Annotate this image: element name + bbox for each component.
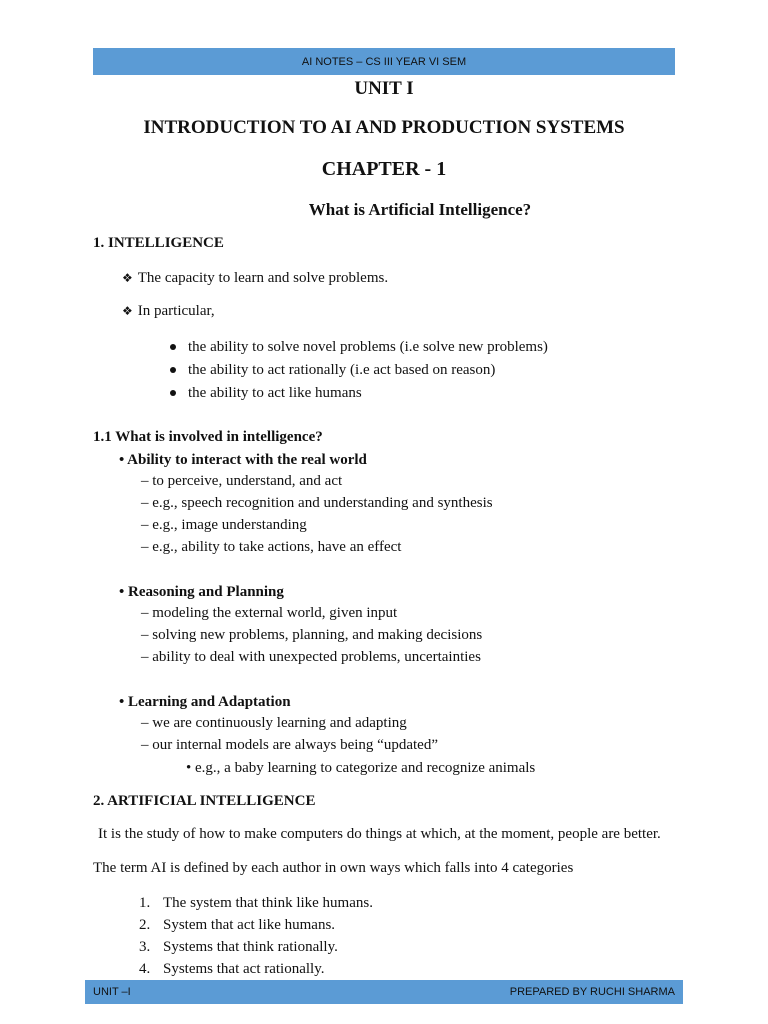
main-title: INTRODUCTION TO AI AND PRODUCTION SYSTEMS	[143, 117, 625, 138]
numbered-item	[139, 895, 373, 912]
group-item: – e.g., image understanding	[141, 517, 307, 533]
bullet-dot-icon	[170, 344, 176, 350]
page-header-bar	[93, 48, 675, 75]
sub-bullet-item	[170, 385, 362, 402]
item-text: System that act like humans.	[163, 917, 336, 933]
item-number: 4.	[139, 961, 151, 977]
section-1-heading: 1. INTELLIGENCE	[93, 235, 224, 251]
group-item: – our internal models are always being “updated”	[141, 737, 438, 753]
section-1-1-heading: 1.1 What is involved in intelligence?	[93, 429, 323, 445]
group-item: – to perceive, understand, and act	[141, 473, 343, 489]
group-item: – modeling the external world, given input	[141, 605, 398, 621]
sub-bullet-text: the ability to act rationally (i.e act based on reason)	[188, 362, 496, 378]
sub-bullet-item	[170, 362, 495, 379]
bullet-dot-icon	[170, 367, 176, 373]
point-text: The capacity to learn and solve problems.	[137, 270, 389, 286]
section-2-paragraph: It is the study of how to make computers do things at which, at the moment, people are better.	[98, 826, 661, 842]
group-title: • Reasoning and Planning	[119, 584, 284, 600]
item-text: The system that think like humans.	[163, 895, 373, 911]
question-title: What is Artificial Intelligence?	[308, 200, 532, 219]
item-number: 1.	[139, 895, 151, 911]
section-1-point	[122, 303, 215, 320]
numbered-item	[139, 961, 325, 978]
group-title: • Learning and Adaptation	[119, 694, 291, 710]
item-text: Systems that think rationally.	[163, 939, 338, 955]
group-title: • Ability to interact with the real world	[119, 452, 367, 468]
section-1-point	[122, 270, 388, 287]
item-number: 2.	[139, 917, 151, 933]
group-item: – e.g., ability to take actions, have an effect	[141, 539, 402, 555]
bullet-dot-icon	[170, 390, 176, 396]
point-text: In particular,	[137, 303, 215, 319]
group-item: – we are continuously learning and adapting	[141, 715, 407, 731]
section-2-paragraph: The term AI is defined by each author in own ways which falls into 4 categories	[93, 860, 574, 876]
footer-left-text: UNIT –I	[93, 986, 131, 998]
diamond-bullet-icon: ❖	[122, 271, 133, 285]
sub-bullet-item	[170, 339, 548, 356]
group-item: – ability to deal with unexpected problems, uncertainties	[141, 649, 481, 665]
unit-title: UNIT I	[354, 78, 414, 99]
numbered-item	[139, 917, 335, 934]
numbered-item	[139, 939, 338, 956]
diamond-bullet-icon: ❖	[122, 304, 133, 318]
chapter-title: CHAPTER - 1	[321, 158, 447, 180]
nested-item: • e.g., a baby learning to categorize and recognize animals	[186, 760, 536, 776]
sub-bullet-text: the ability to solve novel problems (i.e solve new problems)	[188, 339, 548, 355]
header-text: AI NOTES – CS III YEAR VI SEM	[301, 55, 467, 68]
item-number: 3.	[139, 939, 151, 955]
page-footer-bar	[85, 980, 683, 1004]
footer-right-text: PREPARED BY RUCHI SHARMA	[509, 986, 675, 998]
group-item: – solving new problems, planning, and making decisions	[141, 627, 483, 643]
group-item: – e.g., speech recognition and understanding and synthesis	[141, 495, 493, 511]
sub-bullet-text: the ability to act like humans	[188, 385, 362, 401]
item-text: Systems that act rationally.	[163, 961, 325, 977]
section-2-heading: 2. ARTIFICIAL INTELLIGENCE	[93, 793, 316, 809]
